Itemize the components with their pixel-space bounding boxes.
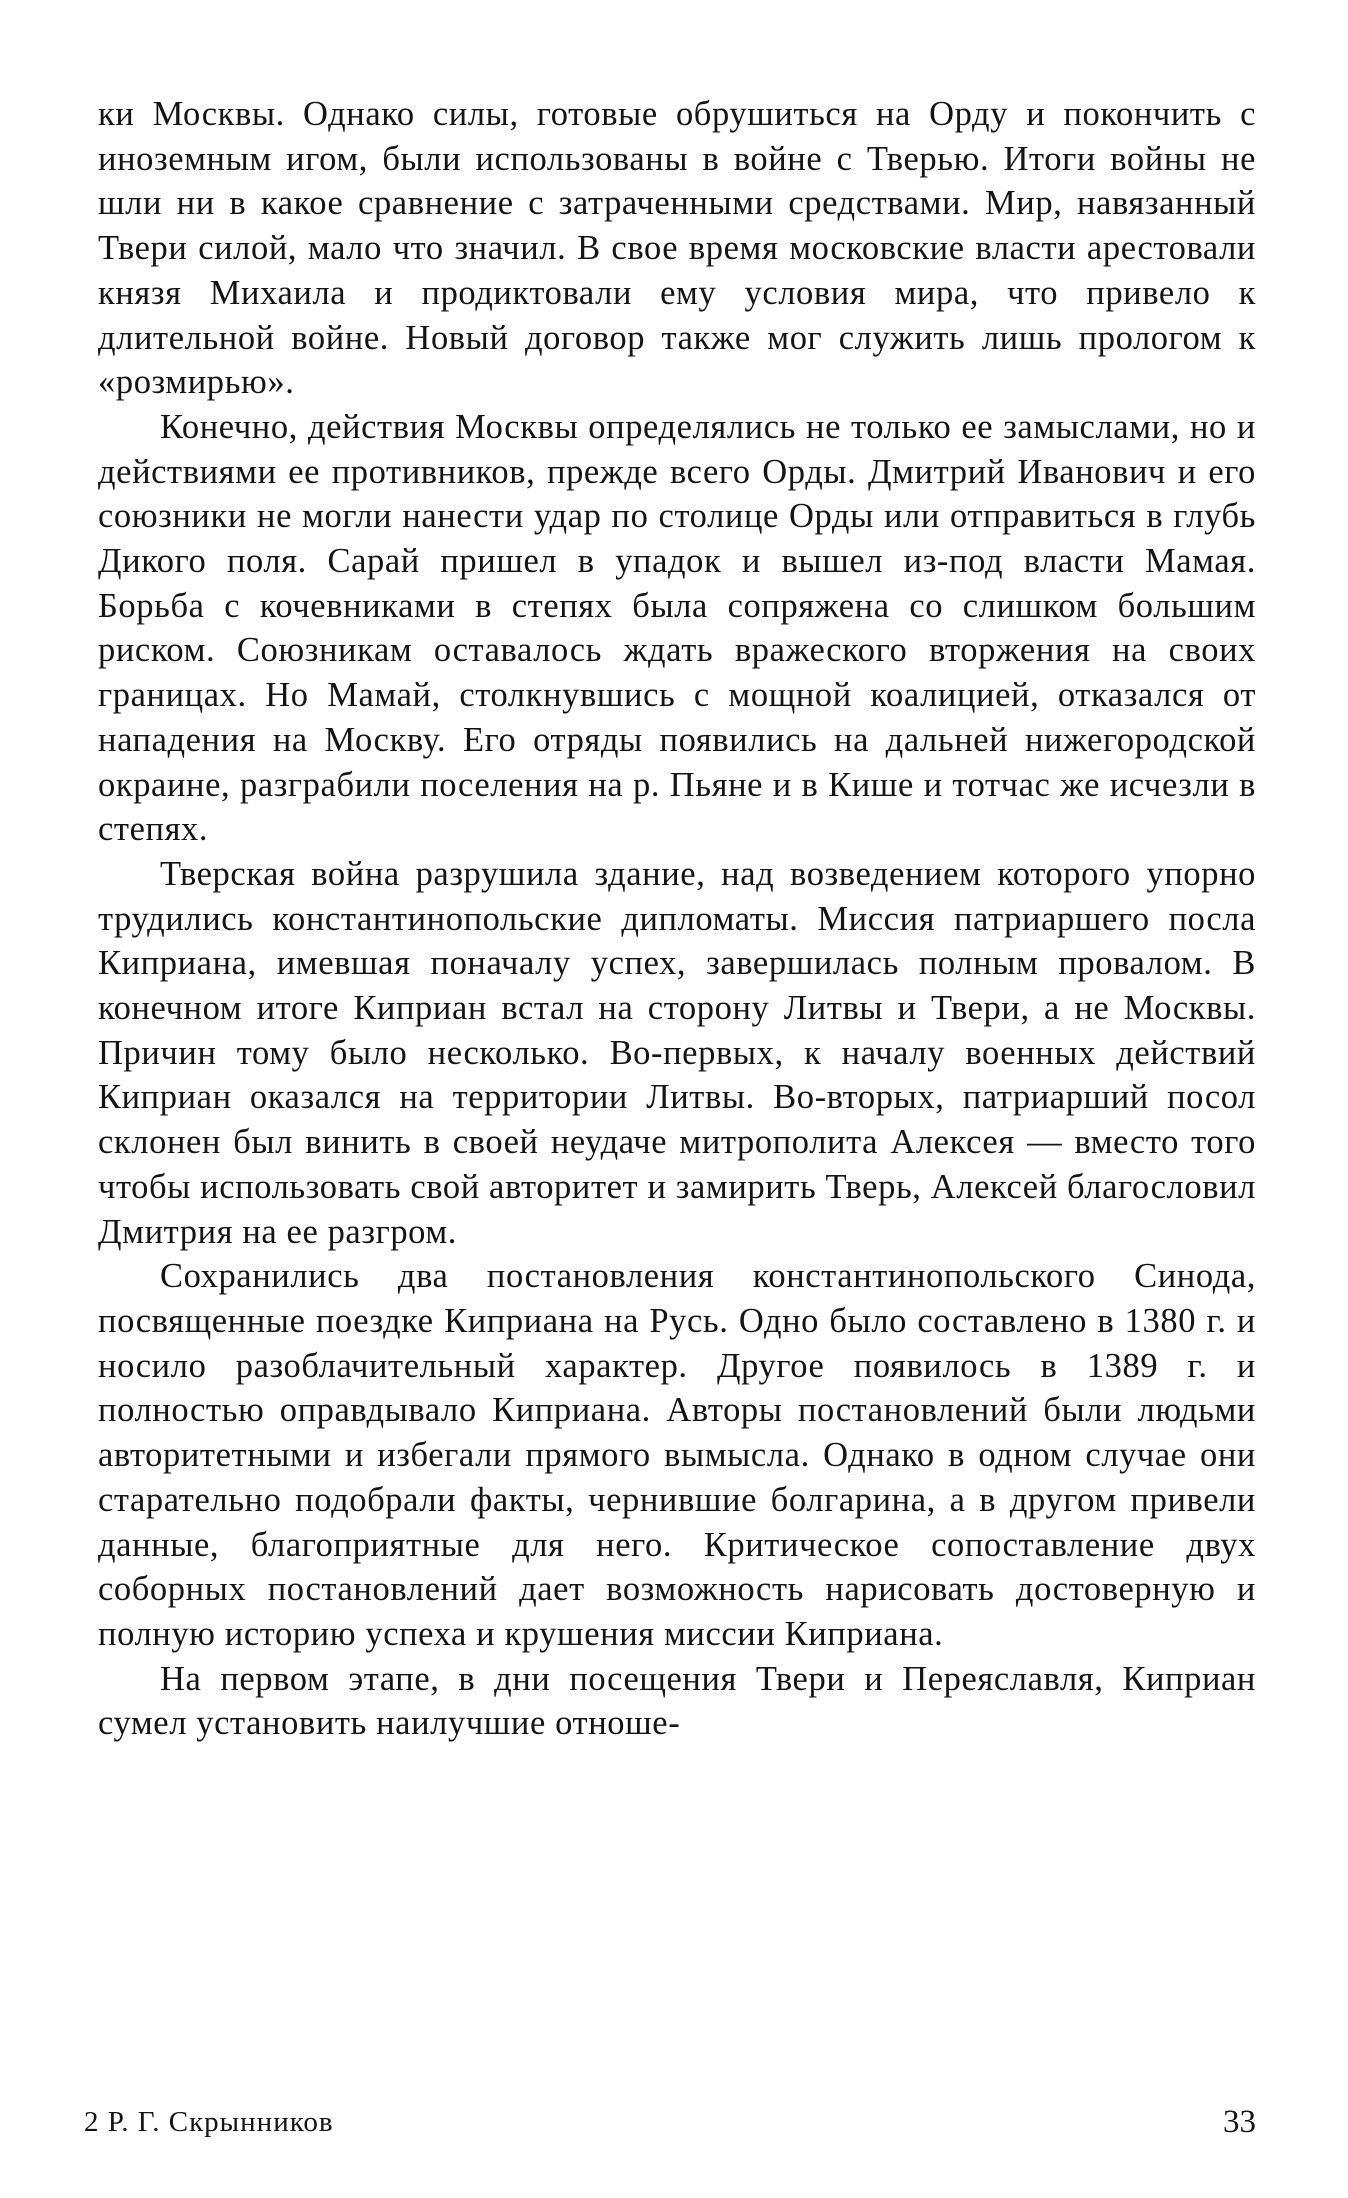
- paragraph-3: Тверская война разрушила здание, над возведением которого упорно трудились константинопольские дипломаты. Миссия патриаршего посла Киприана, имевшая поначалу успех, завершилась полным провалом. В конечном итоге Киприан встал на сторону Литвы и Твери, а не Москвы. Причин тому было несколько. Во-первых, к началу военных действий Киприан оказался на территории Литвы. Во-вторых, патриарший посол склонен был винить в своей неудаче митрополита Алексея — вместо того чтобы использовать свой авторитет и замирить Тверь, Алексей благословил Дмитрия на ее разгром.: [98, 854, 1256, 1251]
- paragraph-4: Сохранились два постановления константинопольского Синода, посвященные поездке Киприана на Русь. Одно было составлено в 1380 г. и носило разоблачительный характер. Другое появилось в 1389 г. и полностью оправдывало Киприана. Авторы постановлений были людьми авторитетными и избегали прямого вымысла. Однако в одном случае они старательно подобрали факты, чернившие болгарина, а в другом привели данные, благоприятные для него. Критическое сопоставление двух соборных постановлений дает возможность нарисовать достоверную и полную историю успеха и крушения миссии Киприана.: [98, 1257, 1256, 1653]
- paragraph-2: Конечно, действия Москвы определялись не только ее замыслами, но и действиями ее противников, прежде всего Орды. Дмитрий Иванович и его союзники не могли нанести удар по столице Орды или отправиться в глубь Дикого поля. Сарай пришел в упадок и вышел из-под власти Мамая. Борьба с кочевниками в степях была сопряжена со слишком большим риском. Союзникам оставалось ждать вражеского вторжения на своих границах. Но Мамай, столкнувшись с мощной коалицией, отказался от нападения на Москву. Его отряды появились на дальней нижегородской окраине, разграбили поселения на р. Пьяне и в Кише и тотчас же исчезли в степях.: [98, 407, 1256, 849]
- paragraph-5: На первом этапе, в дни посещения Твери и Переяславля, Киприан сумел установить наилучшие отноше-: [98, 1659, 1256, 1743]
- body-text: [98, 92, 1256, 1746]
- signature-mark: 2 Р. Г. Скрынников: [84, 2106, 334, 2138]
- paragraph-1: ки Москвы. Однако силы, готовые обрушиться на Орду и покончить с иноземным игом, были использованы в войне с Тверью. Итоги войны не шли ни в какое сравнение с затраченными средствами. Мир, навязанный Твери силой, мало что значил. В свое время московские власти арестовали князя Михаила и продиктовали ему условия мира, что привело к длительной войне. Новый договор также мог служить лишь прологом к «розмирью».: [98, 95, 1256, 402]
- page-number: 33: [1223, 2104, 1256, 2140]
- page-footer: [84, 2100, 1256, 2144]
